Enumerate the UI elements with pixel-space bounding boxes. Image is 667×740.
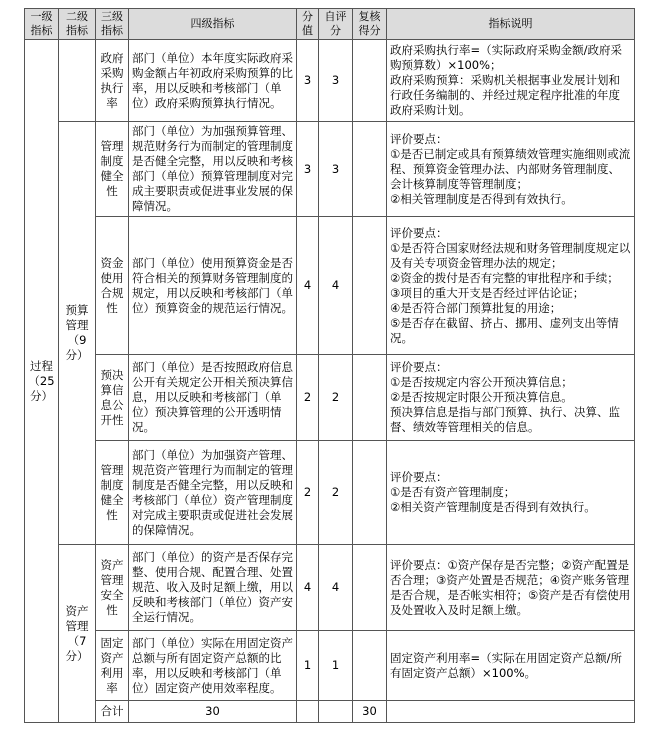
level4-cell: 部门（单位）本年度实际政府采购金额占年初政府采购预算的比率，用以反映和考核部门（单位）政府采购预算执行情况。	[129, 40, 297, 122]
header-level4: 四级指标	[129, 9, 297, 40]
level3-cell: 固定资产利用率	[96, 631, 129, 701]
explanation-cell: 评价要点： ①是否已制定或具有预算绩效管理实施细则或流程、预算资金管理办法、内部财务管理制度、会计核算制度等管理制度； ②相关管理制度是否得到有效执行。	[387, 122, 635, 217]
review-score-cell	[353, 40, 387, 122]
review-score-cell	[353, 355, 387, 441]
evaluation-table	[24, 8, 635, 723]
total-label: 合计	[96, 701, 129, 723]
total-empty-cell	[319, 701, 353, 723]
score-cell: 2	[297, 355, 319, 441]
level4-cell: 部门（单位）是否按照政府信息公开有关规定公开相关预决算信息，用以反映和考核部门（单位）预决算管理的公开透明情况。	[129, 355, 297, 441]
total-self-score: 30	[353, 701, 387, 723]
header-level3: 三级指标	[96, 9, 129, 40]
table-row	[25, 441, 635, 545]
table-row	[25, 355, 635, 441]
total-empty-cell	[297, 701, 319, 723]
table-row	[25, 217, 635, 355]
explanation-cell: 政府采购执行率=（实际政府采购金额/政府采购预算数）×100%； 政府采购预算：采购机关根据事业发展计划和行政任务编制的、并经过规定程序批准的年度政府采购计划。	[387, 40, 635, 122]
header-explanation: 指标说明	[387, 9, 635, 40]
table-row	[25, 545, 635, 631]
self-score-cell: 2	[319, 355, 353, 441]
level2-asset-cell: 资产管理（7分）	[59, 545, 96, 723]
level4-cell: 部门（单位）为加强预算管理、规范财务行为而制定的管理制度是否健全完整，用以反映和考核部门（单位）预算管理制度对完成主要职责或促进事业发展的保障情况。	[129, 122, 297, 217]
level1-cell: 过程（25分）	[25, 40, 59, 723]
level4-cell: 部门（单位）使用预算资金是否符合相关的预算财务管理制度的规定，用以反映和考核部门（单位）预算资金的规范运行情况。	[129, 217, 297, 355]
self-score-cell: 2	[319, 441, 353, 545]
explanation-cell: 评价要点： ①是否符合国家财经法规和财务管理制度规定以及有关专项资金管理办法的规定； ②资金的拨付是否有完整的审批程序和手续； ③项目的重大开支是否经过评估论证； ④是否符合部门预算批复的用途； ⑤是否存在截留、挤占、挪用、虚列支出等情况。	[387, 217, 635, 355]
table-row	[25, 631, 635, 701]
header-level1: 一级指标	[25, 9, 59, 40]
level2-budget-cell: 预算管理（9分）	[59, 122, 96, 545]
review-score-cell	[353, 122, 387, 217]
explanation-cell: 固定资产利用率=（实际在用固定资产总额/所有固定资产总额）×100%。	[387, 631, 635, 701]
explanation-cell: 评价要点： ①是否有资产管理制度； ②相关资产管理制度是否得到有效执行。	[387, 441, 635, 545]
score-cell: 3	[297, 122, 319, 217]
table-row	[25, 40, 635, 122]
self-score-cell: 1	[319, 631, 353, 701]
self-score-cell: 4	[319, 545, 353, 631]
score-cell: 2	[297, 441, 319, 545]
review-score-cell	[353, 545, 387, 631]
level3-cell: 预决算信息公开性	[96, 355, 129, 441]
self-score-cell: 4	[319, 217, 353, 355]
level3-cell: 政府采购执行率	[96, 40, 129, 122]
score-cell: 4	[297, 545, 319, 631]
self-score-cell: 3	[319, 122, 353, 217]
total-row	[25, 701, 635, 723]
header-review-score: 复核得分	[353, 9, 387, 40]
score-cell: 3	[297, 40, 319, 122]
review-score-cell	[353, 631, 387, 701]
table-row	[25, 122, 635, 217]
header-score: 分值	[297, 9, 319, 40]
header-row	[25, 9, 635, 40]
level4-cell: 部门（单位）为加强资产管理、规范资产管理行为而制定的管理制度是否健全完整，用以反映和考核部门（单位）资产管理制度对完成主要职责或促进社会发展的保障情况。	[129, 441, 297, 545]
level3-cell: 管理制度健全性	[96, 122, 129, 217]
total-score: 30	[129, 701, 297, 723]
review-score-cell	[353, 217, 387, 355]
level4-cell: 部门（单位）的资产是否保存完整、使用合规、配置合理、处置规范、收入及时足额上缴，用以反映和考核部门（单位）资产安全运行情况。	[129, 545, 297, 631]
explanation-cell: 评价要点：①资产保存是否完整；②资产配置是否合理；③资产处置是否规范；④资产账务管理是否合规，是否帐实相符；⑤资产是否有偿使用及处置收入及时足额上缴。	[387, 545, 635, 631]
total-empty-cell	[387, 701, 635, 723]
header-self-score: 自评分	[319, 9, 353, 40]
level3-cell: 管理制度健全性	[96, 441, 129, 545]
explanation-cell: 评价要点： ①是否按规定内容公开预决算信息； ②是否按规定时限公开预决算信息。 预决算信息是指与部门预算、执行、决算、监督、绩效等管理相关的信息。	[387, 355, 635, 441]
self-score-cell: 3	[319, 40, 353, 122]
score-cell: 4	[297, 217, 319, 355]
level4-cell: 部门（单位）实际在用固定资产总额与所有固定资产总额的比率，用以反映和考核部门（单位）固定资产使用效率程度。	[129, 631, 297, 701]
review-score-cell	[353, 441, 387, 545]
score-cell: 1	[297, 631, 319, 701]
level3-cell: 资产管理安全性	[96, 545, 129, 631]
header-level2: 二级指标	[59, 9, 96, 40]
level2-empty-cell	[59, 40, 96, 122]
level3-cell: 资金使用合规性	[96, 217, 129, 355]
